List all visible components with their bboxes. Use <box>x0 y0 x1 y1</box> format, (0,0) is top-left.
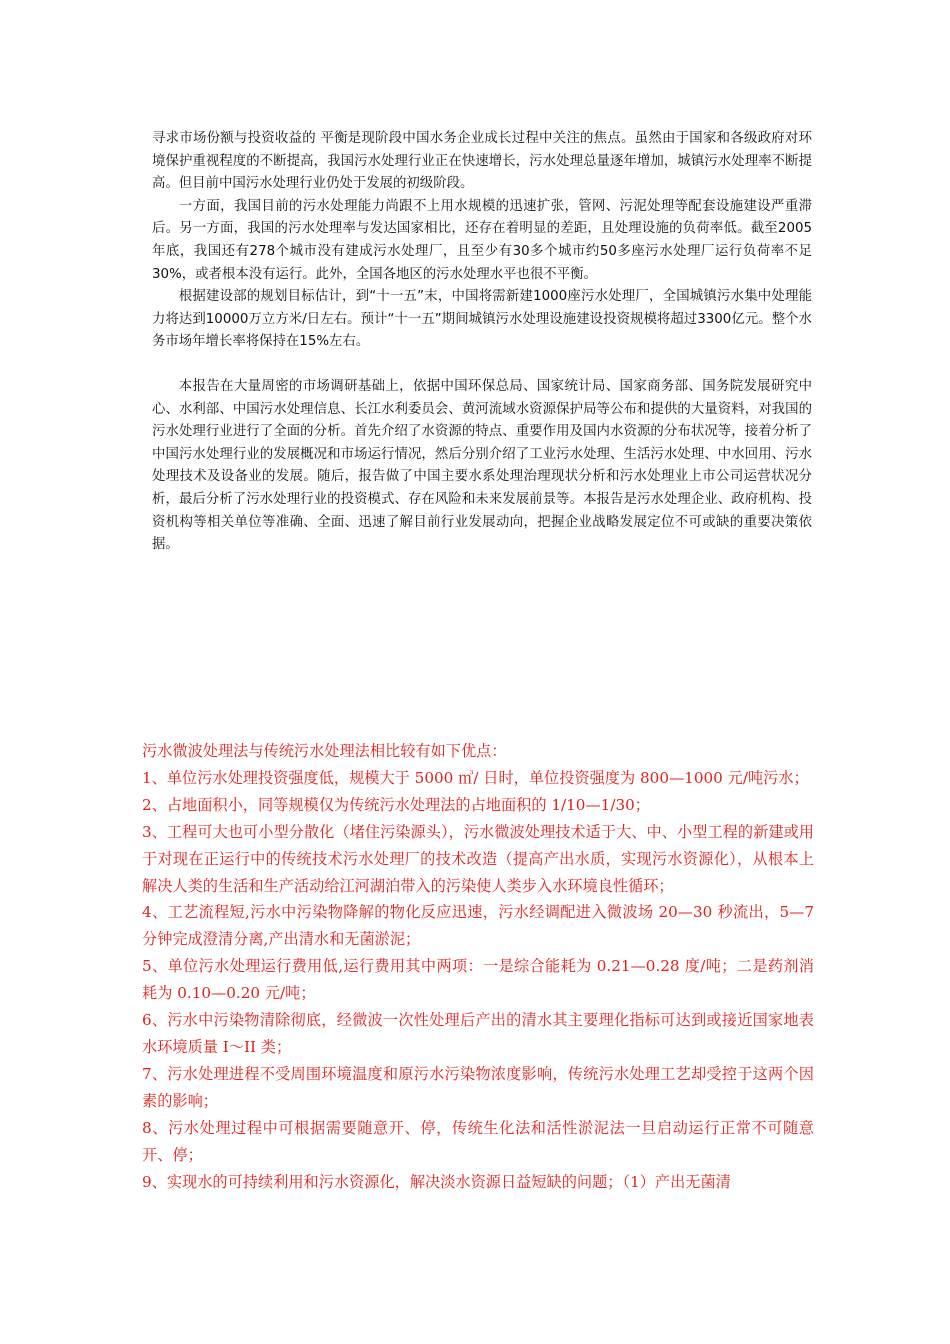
intro-paragraph-4: 本报告在大量周密的市场调研基础上，依据中国环保总局、国家统计局、国家商务部、国务院发展研究中心、水利部、中国污水处理信息、长江水利委员会、黄河流域水资源保护局等公布和提供的大量资料，对我国的污水处理行业进行了全面的分析。首先介绍了水资源的特点、重要作用及国内水资源的分布状况等，接着分析了中国污水处理行业的发展概况和市场运行情况，然后分别介绍了工业污水处理、生活污水处理、中水回用、污水处理技术及设备业的发展。随后，报告做了中国主要水系处理治理现状分析和污水处理业上市公司运营状况分析，最后分析了污水处理行业的投资模式、存在风险和未来发展前景等。本报告是污水处理企业、政府机构、投资机构等相关单位等准确、全面、迅速了解目前行业发展动向，把握企业战略发展定位不可或缺的重要决策依据。 <box>152 378 812 553</box>
advantage-item: 8、污水处理过程中可根据需要随意开、停，传统生化法和活性淤泥法一旦启动运行正常不可随意开、停； <box>142 1118 814 1164</box>
advantages-heading: 污水微波处理法与传统污水处理法相比较有如下优点： <box>142 742 507 760</box>
advantage-item: 4、工艺流程短,污水中污染物降解的物化反应迅速，污水经调配进入微波场 20—30 秒流出，5—7 分钟完成澄清分离,产出清水和无菌淤泥； <box>142 903 814 949</box>
microwave-advantages <box>142 738 814 1195</box>
advantage-item: 9、实现水的可持续利用和污水资源化，解决淡水资源日益短缺的问题；（1）产出无菌清 <box>142 1172 731 1191</box>
advantage-item: 2、占地面积小，同等规模仅为传统污水处理法的占地面积的 1/10—1/30； <box>142 795 650 814</box>
intro-paragraph-3: 根据建设部的规划目标估计，到“十一五”末，中国将需新建1000座污水处理厂，全国城镇污水集中处理能力将达到10000万立方米/日左右。预计“十一五”期间城镇污水处理设施建设投资规模将超过3300亿元。整个水务市场年增长率将保持在15%左右。 <box>152 289 812 350</box>
intro-paragraph-1: 寻求市场份额与投资收益的 平衡是现阶段中国水务企业成长过程中关注的焦点。虽然由于国家和各级政府对环境保护重视程度的不断提高，我国污水处理行业正在快速增长，污水处理总量逐年增加，城镇污水处理率不断提高。但目前中国污水处理行业仍处于发展的初级阶段。 <box>152 131 812 192</box>
advantage-item: 6、污水中污染物清除彻底，经微波一次性处理后产出的清水其主要理化指标可达到或接近国家地表水环境质量 I～II 类； <box>142 1011 814 1056</box>
advantage-item: 3、工程可大也可小型分散化（堵住污染源头），污水微波处理技术适于大、中、小型工程的新建或用于对现在正运行中的传统技术污水处理厂的技术改造（提高产出水质，实现污水资源化），从根本上解决人类的生活和生产活动给江河湖泊带入的污染使人类步入水环境良性循环； <box>142 822 814 895</box>
advantage-item: 7、污水处理进程不受周围环境温度和原污水污染物浓度影响，传统污水处理工艺却受控于这两个因素的影响； <box>142 1064 814 1110</box>
report-intro <box>152 128 812 557</box>
advantage-item: 5、单位污水处理运行费用低,运行费用其中两项：一是综合能耗为 0.21—0.28 度/吨；二是药剂消耗为 0.10—0.20 元/吨； <box>142 957 814 1003</box>
intro-paragraph-2: 一方面，我国目前的污水处理能力尚跟不上用水规模的迅速扩张，管网、污泥处理等配套设施建设严重滞后。另一方面，我国的污水处理率与发达国家相比，还存在着明显的差距，且处理设施的负荷率低。截至2005年底，我国还有278个城市没有建成污水处理厂，且至少有30多个城市约50多座污水处理厂运行负荷率不足30%，或者根本没有运行。此外，全国各地区的污水处理水平也很不平衡。 <box>152 198 812 282</box>
advantage-item: 1、单位污水处理投资强度低，规模大于 5000 ㎥/ 日时，单位投资强度为 800—1000 元/吨污水； <box>142 768 809 787</box>
paragraph-spacer <box>152 354 812 376</box>
